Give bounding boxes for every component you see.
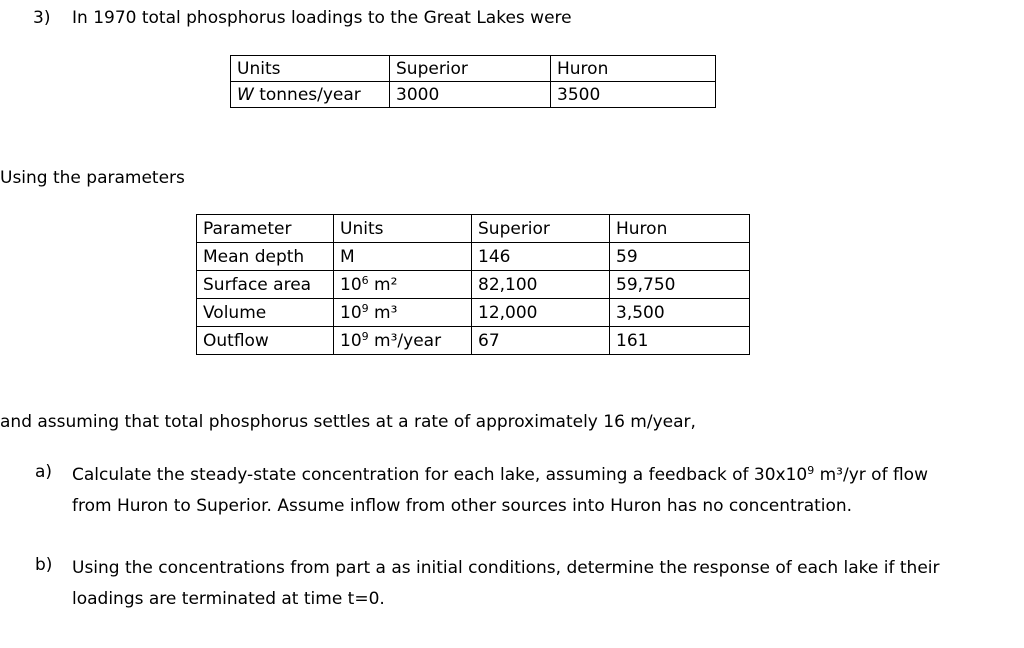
units-suffix: m³/year [368,330,442,351]
header-units: Units [231,56,390,82]
header-superior: Superior [390,56,551,82]
cell-superior: 12,000 [472,299,610,327]
cell-parameter: Surface area [197,271,334,299]
cell-superior: 67 [472,327,610,355]
cell-parameter: Mean depth [197,243,334,271]
cell-superior: 146 [472,243,610,271]
question-number: 3) [33,8,51,28]
units-variable: W [237,84,254,105]
question-text: In 1970 total phosphorus loadings to the Great Lakes were [72,8,572,28]
table-header-row [197,215,750,243]
cell-units [334,299,472,327]
header-parameter: Parameter [197,215,334,243]
units-base: 10 [340,274,362,295]
cell-units [334,327,472,355]
cell-parameter: Outflow [197,327,334,355]
item-a-label: a) [35,462,53,482]
cell-superior: 3000 [390,82,551,108]
cell-units [231,82,390,108]
units-rest: tonnes/year [253,84,361,105]
header-units: Units [334,215,472,243]
item-b-label: b) [35,555,53,575]
units-base: M [340,246,355,267]
units-suffix: m³ [368,302,398,323]
table-row [197,271,750,299]
table-row [197,299,750,327]
cell-huron: 59,750 [610,271,750,299]
cell-parameter: Volume [197,299,334,327]
item-a-text-after: m³/yr of flow from Huron to Superior. Assume inflow from other sources into Huron has no concentration. [72,465,928,516]
header-huron: Huron [610,215,750,243]
units-base: 10 [340,330,362,351]
parameters-table [196,214,750,355]
table-row [197,243,750,271]
table-row [231,82,716,108]
cell-units [334,271,472,299]
units-exponent: 6 [361,273,369,287]
item-a-text-before: Calculate the steady-state concentration for each lake, assuming a feedback of 30x10 [72,465,808,485]
table-row [197,327,750,355]
cell-units [334,243,472,271]
settling-statement: and assuming that total phosphorus settles at a rate of approximately 16 m/year, [0,412,696,432]
cell-huron: 161 [610,327,750,355]
item-a-text [72,460,972,522]
item-a-exponent: 9 [807,464,815,477]
header-superior: Superior [472,215,610,243]
units-suffix: m² [368,274,398,295]
cell-huron: 3,500 [610,299,750,327]
units-base: 10 [340,302,362,323]
item-b-text: Using the concentrations from part a as initial conditions, determine the response of each lake if their loadings are terminated at time t=0. [72,558,940,609]
cell-huron: 59 [610,243,750,271]
units-exponent: 9 [361,329,369,343]
loadings-table [230,55,716,108]
parameters-intro: Using the parameters [0,168,185,188]
cell-huron: 3500 [551,82,716,108]
units-exponent: 9 [361,301,369,315]
header-huron: Huron [551,56,716,82]
table-header-row [231,56,716,82]
cell-superior: 82,100 [472,271,610,299]
